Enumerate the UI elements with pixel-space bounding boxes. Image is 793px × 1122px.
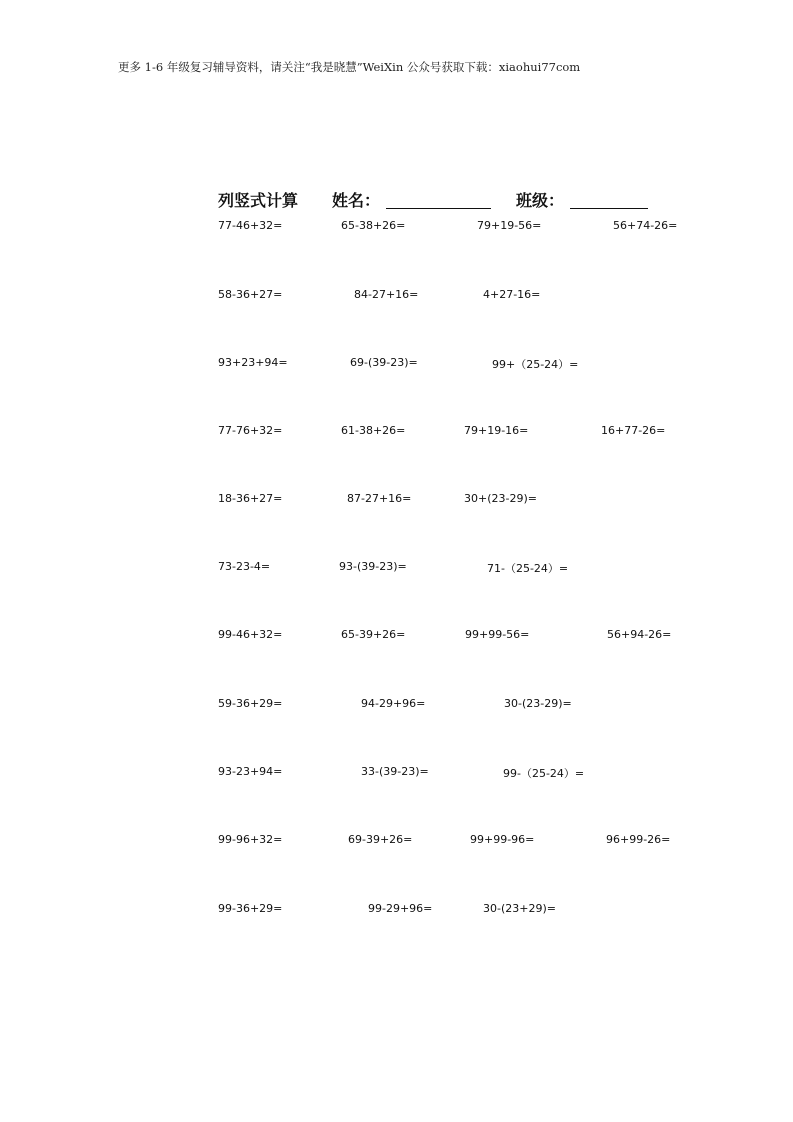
arithmetic-problem: 99-36+29= — [218, 902, 283, 915]
arithmetic-problem: 99-46+32= — [218, 628, 283, 641]
class-label: 班级： — [516, 191, 565, 210]
arithmetic-problem: 84-27+16= — [354, 288, 419, 301]
header-note: 更多 1-6 年级复习辅导资料，请关注“我是晓慧”WeiXin 公众号获取下载：xiaohui77com — [118, 60, 581, 74]
class-blank-line — [570, 208, 648, 209]
arithmetic-problem: 71-（25-24）= — [487, 562, 569, 575]
name-blank-line — [386, 208, 491, 209]
arithmetic-problem: 79+19-56= — [477, 219, 542, 232]
arithmetic-problem: 99-（25-24）= — [503, 767, 585, 780]
arithmetic-problem: 65-38+26= — [341, 219, 406, 232]
arithmetic-problem: 65-39+26= — [341, 628, 406, 641]
arithmetic-problem: 87-27+16= — [347, 492, 412, 505]
arithmetic-problem: 99-96+32= — [218, 833, 283, 846]
arithmetic-problem: 69-39+26= — [348, 833, 413, 846]
arithmetic-problem: 30+(23-29)= — [464, 492, 537, 505]
arithmetic-problem: 33-(39-23)= — [361, 765, 429, 778]
arithmetic-problem: 69-(39-23)= — [350, 356, 418, 369]
arithmetic-problem: 93-23+94= — [218, 765, 283, 778]
arithmetic-problem: 30-(23+29)= — [483, 902, 556, 915]
arithmetic-problem: 73-23-4= — [218, 560, 271, 573]
arithmetic-problem: 99-29+96= — [368, 902, 433, 915]
arithmetic-problem: 58-36+27= — [218, 288, 283, 301]
arithmetic-problem: 56+94-26= — [607, 628, 672, 641]
arithmetic-problem: 4+27-16= — [483, 288, 541, 301]
arithmetic-problem: 61-38+26= — [341, 424, 406, 437]
arithmetic-problem: 93+23+94= — [218, 356, 288, 369]
arithmetic-problem: 99+（25-24）= — [492, 358, 579, 371]
worksheet-title: 列竖式计算 — [218, 191, 299, 210]
arithmetic-problem: 96+99-26= — [606, 833, 671, 846]
arithmetic-problem: 99+99-96= — [470, 833, 535, 846]
arithmetic-problem: 59-36+29= — [218, 697, 283, 710]
arithmetic-problem: 30-(23-29)= — [504, 697, 572, 710]
worksheet-title-row — [218, 188, 678, 212]
name-label: 姓名： — [332, 191, 381, 210]
arithmetic-problem: 56+74-26= — [613, 219, 678, 232]
arithmetic-problem: 77-76+32= — [218, 424, 283, 437]
arithmetic-problem: 18-36+27= — [218, 492, 283, 505]
arithmetic-problem: 16+77-26= — [601, 424, 666, 437]
arithmetic-problem: 99+99-56= — [465, 628, 530, 641]
arithmetic-problem: 79+19-16= — [464, 424, 529, 437]
arithmetic-problem: 77-46+32= — [218, 219, 283, 232]
arithmetic-problem: 93-(39-23)= — [339, 560, 407, 573]
arithmetic-problem: 94-29+96= — [361, 697, 426, 710]
